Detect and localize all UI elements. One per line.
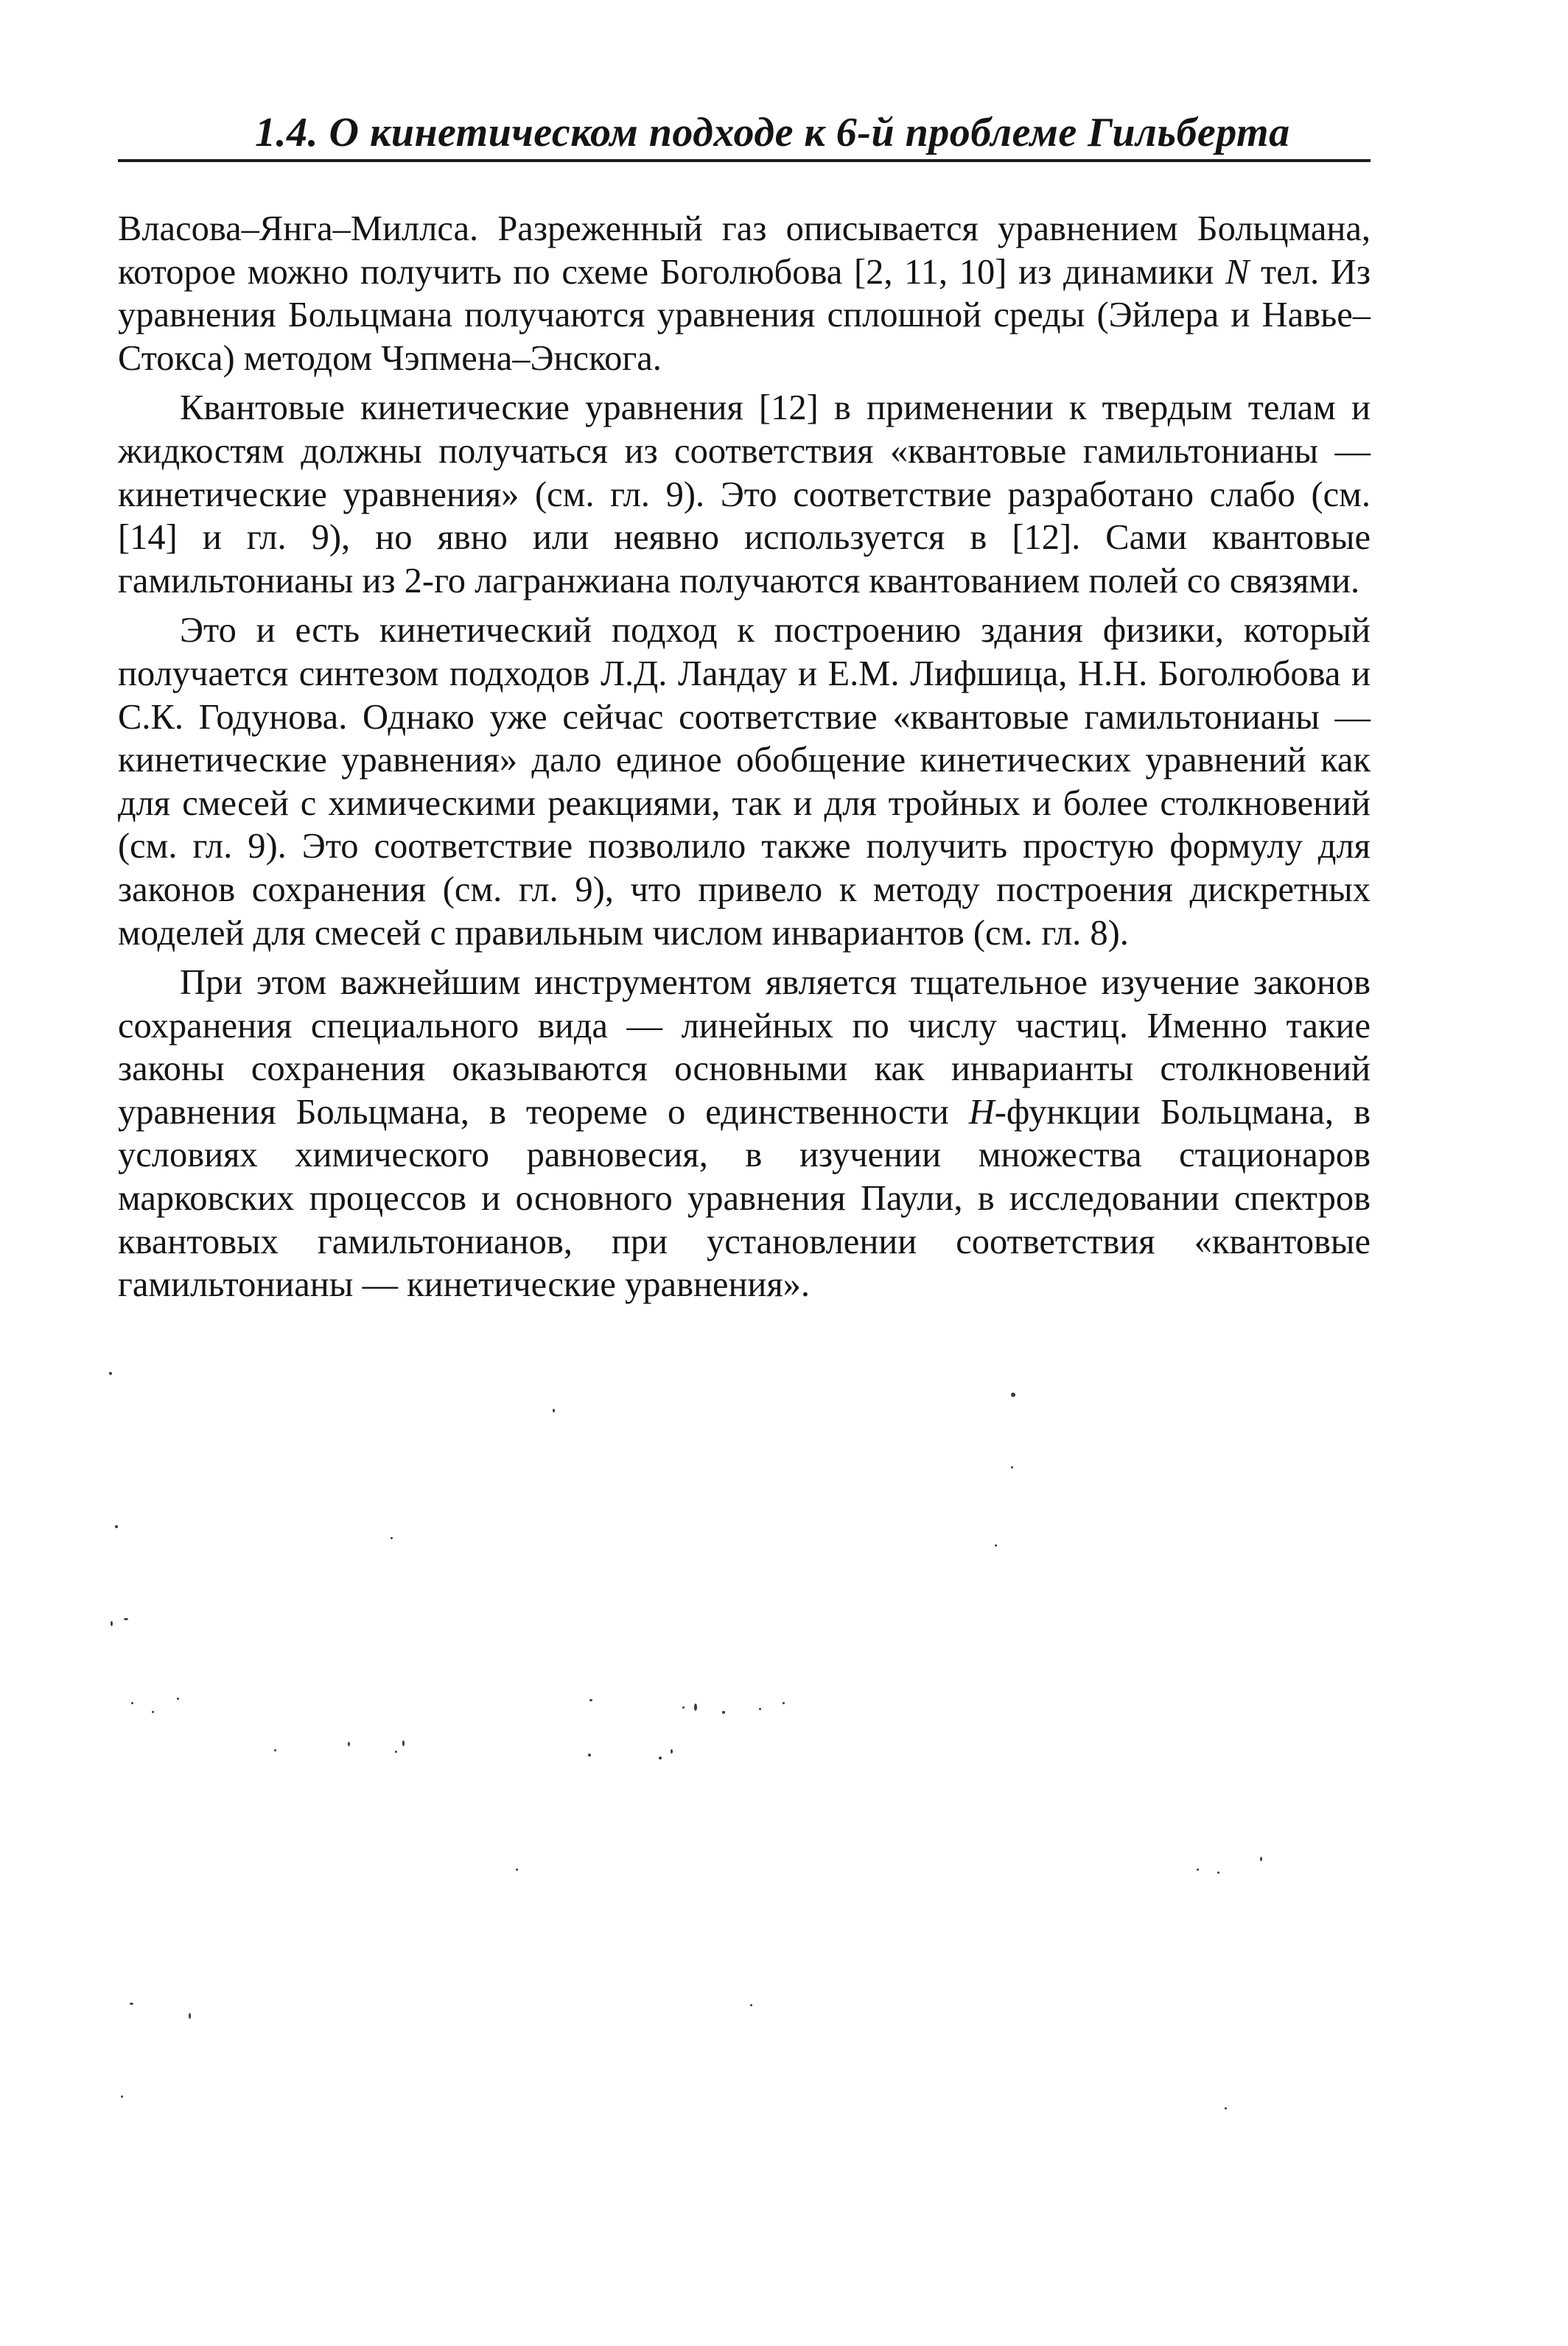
scan-speck: [348, 1742, 350, 1746]
scan-speck: [722, 1711, 725, 1714]
paragraph-3: [118, 609, 1371, 955]
scan-speck: [395, 1751, 397, 1753]
paragraph-1-text-1: Власова–Янга–Миллса. Разреженный газ описывается уравнением Больцмана, которое можно получить по схеме Боголюбова [2, 11, 10] из динамики: [118, 209, 1371, 292]
paragraph-2-text: Квантовые кинетические уравнения [12] в применении к твердым телам и жидкостям должны получаться из соответствия «квантовые гамильтонианы — кинетические уравнения» (см. гл. 9). Это соответствие разработано слабо (см. [14] и гл. 9), но явно или неявно используется в [12]. Сами квантовые гамильтонианы из 2-го лагранжиана получаются квантованием полей со связями.: [118, 388, 1371, 600]
scan-speck: [1260, 1857, 1262, 1861]
scan-speck: [189, 2013, 191, 2019]
scan-speck: [177, 1698, 179, 1700]
scan-speck: [783, 1702, 785, 1704]
paragraph-3-text: Это и есть кинетический подход к построению здания физики, который получается синтезом подходов Л.Д. Ландау и Е.М. Лифшица, Н.Н. Боголюбова и С.К. Годунова. Однако уже сейчас соответствие «квантовые гамильтонианы — кинетические уравнения» дало единое обобщение кинетических уравнений как для смесей с химическими реакциями, так и для тройных и более столкновений (см. гл. 9). Это соответствие позволило также получить простую формулу для законов сохранения (см. гл. 9), что привело к методу построения дискретных моделей для смесей с правильным числом инвариантов (см. гл. 8).: [118, 611, 1371, 953]
scan-speck: [1217, 1871, 1219, 1874]
scan-speck: [1011, 1466, 1013, 1468]
scan-speck: [1011, 1393, 1015, 1397]
scan-speck: [391, 1537, 393, 1539]
paragraph-1-text-2: тел. Из уравнения Больцмана получаются уравнения сплошной среды (Эйлера и Навье–Стокса) методом Чэпмена–Энскога.: [118, 252, 1371, 378]
variable-n: N: [1225, 252, 1250, 292]
scan-speck: [152, 1711, 154, 1713]
paragraph-2: [118, 387, 1371, 603]
running-head: [118, 103, 1371, 165]
scan-speck: [759, 1708, 761, 1710]
paragraph-4-text-1: При этом важнейшим инструментом является тщательное изучение законов сохранения специального вида — линейных по числу частиц. Именно такие законы сохранения оказываются основными как инварианты столкновений уравнения Больцмана, в теореме о единственности: [118, 963, 1371, 1132]
scan-speck: [402, 1740, 405, 1746]
scan-speck: [995, 1544, 997, 1547]
section-title: 1.4. О кинетическом подходе к 6-й проблеме Гильберта: [255, 110, 1290, 155]
paragraph-1: [118, 208, 1371, 380]
scan-speck: [274, 1749, 276, 1751]
scan-speck: [130, 2003, 133, 2005]
scan-speck: [115, 1525, 118, 1528]
paragraph-4-text-2: -функции Больцмана, в условиях химического равновесия, в изучении множества стационаров марковских процессов и основного уравнения Паули, в исследовании спектров квантовых гамильтонианов, при установлении соответствия «квантовые гамильтонианы — кинетические уравнения».: [118, 1092, 1371, 1305]
body-text: [118, 208, 1371, 1314]
scan-speck: [671, 1749, 673, 1754]
scan-speck: [124, 1618, 128, 1620]
header-rule: [118, 159, 1371, 162]
scan-speck: [131, 1702, 133, 1704]
scan-speck: [121, 2095, 123, 2098]
paragraph-4: [118, 962, 1371, 1307]
scan-speck: [694, 1704, 697, 1711]
scan-speck: [588, 1754, 591, 1757]
scan-speck: [109, 1372, 112, 1375]
scan-speck: [1197, 1869, 1199, 1871]
scan-speck: [1225, 2107, 1227, 2109]
scan-speck: [111, 1621, 113, 1626]
scan-speck: [516, 1869, 518, 1871]
scan-speck: [750, 2004, 752, 2006]
scan-speck: [553, 1409, 555, 1412]
scan-speck: [659, 1757, 662, 1760]
scan-speck: [589, 1699, 592, 1701]
scan-speck: [682, 1706, 685, 1709]
variable-h: H: [968, 1092, 995, 1132]
